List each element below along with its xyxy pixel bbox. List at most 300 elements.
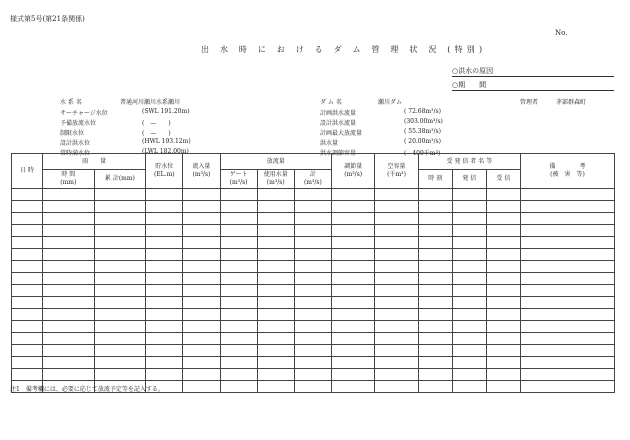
table-cell[interactable] [332, 273, 375, 285]
table-cell[interactable] [375, 213, 418, 225]
table-cell[interactable] [257, 309, 294, 321]
info-label: 洪水調節容量 [320, 150, 357, 157]
col-rain-total-header: 累 計(mm) [94, 170, 146, 189]
table-cell[interactable] [520, 249, 614, 261]
table-cell[interactable] [332, 381, 375, 393]
table-cell[interactable] [220, 213, 257, 225]
table-cell[interactable] [375, 333, 418, 345]
table-cell[interactable] [418, 201, 452, 213]
table-cell[interactable] [146, 321, 183, 333]
table-cell[interactable] [294, 261, 331, 273]
table-cell[interactable] [294, 297, 331, 309]
table-cell[interactable] [418, 381, 452, 393]
table-cell[interactable] [94, 201, 146, 213]
table-cell[interactable] [452, 249, 486, 261]
table-row [12, 309, 615, 321]
table-cell[interactable] [294, 345, 331, 357]
table-cell[interactable] [332, 321, 375, 333]
table-cell[interactable] [332, 297, 375, 309]
table-cell[interactable] [520, 309, 614, 321]
table-cell[interactable] [418, 225, 452, 237]
table-cell[interactable] [294, 225, 331, 237]
info-label: 設計洪水流量 [320, 120, 357, 127]
table-row [12, 237, 615, 249]
table-cell[interactable] [183, 369, 220, 381]
table-cell[interactable] [452, 345, 486, 357]
table-cell[interactable] [12, 249, 43, 261]
table-cell[interactable] [332, 345, 375, 357]
table-row [12, 285, 615, 297]
table-cell[interactable] [94, 345, 146, 357]
table-cell[interactable] [94, 285, 146, 297]
col-total-label: 計 [309, 171, 316, 178]
table-cell[interactable] [294, 213, 331, 225]
col-inflow-unit: (m³/s) [192, 171, 211, 178]
col-remarks-header [520, 154, 614, 189]
table-row [12, 297, 615, 309]
table-cell[interactable] [486, 369, 520, 381]
table-cell[interactable] [257, 381, 294, 393]
table-cell[interactable] [294, 273, 331, 285]
table-cell[interactable] [94, 225, 146, 237]
table-cell[interactable] [183, 249, 220, 261]
col-storage-level-label: 貯水位 [155, 163, 174, 170]
table-cell[interactable] [94, 333, 146, 345]
period-underline [452, 90, 614, 91]
table-row [12, 201, 615, 213]
col-discharge-header: 放流量 [220, 154, 332, 170]
table-cell[interactable] [332, 249, 375, 261]
table-cell[interactable] [452, 357, 486, 369]
info-value: 普通河川瀬川水系瀬川 [120, 99, 181, 106]
info-value: ( 55.38m³/s) [404, 128, 441, 135]
col-rain-time-unit: (mm) [60, 179, 77, 186]
col-regulation-unit: (m³/s) [344, 171, 363, 178]
col-notify-recv-header: 受 信 [486, 170, 520, 189]
col-storage-level-unit: (EL.m) [153, 171, 175, 178]
table-cell[interactable] [257, 285, 294, 297]
table-cell[interactable] [146, 345, 183, 357]
table-cell[interactable] [375, 381, 418, 393]
table-row [12, 273, 615, 285]
table-cell[interactable] [94, 357, 146, 369]
table-cell[interactable] [418, 357, 452, 369]
col-usage-header [257, 170, 294, 189]
table-cell[interactable] [332, 213, 375, 225]
table-cell[interactable] [94, 321, 146, 333]
table-cell[interactable] [452, 273, 486, 285]
table-cell[interactable] [452, 201, 486, 213]
table-cell[interactable] [257, 345, 294, 357]
table-cell[interactable] [452, 189, 486, 201]
table-cell[interactable] [220, 357, 257, 369]
table-cell[interactable] [520, 345, 614, 357]
table-cell[interactable] [183, 261, 220, 273]
table-cell[interactable] [12, 297, 43, 309]
table-cell[interactable] [183, 297, 220, 309]
table-cell[interactable] [418, 321, 452, 333]
period-label: ○期 間 [452, 81, 487, 89]
table-cell[interactable] [294, 321, 331, 333]
table-cell[interactable] [375, 285, 418, 297]
col-rain-header: 雨 量 [42, 154, 145, 170]
info-label: ダ ム 名 [320, 99, 342, 106]
footnote: 注1 備考欄には、必要に応じて放流予定等を記入する。 [10, 386, 164, 393]
info-value: ( — ) [142, 130, 171, 137]
table-cell[interactable] [257, 261, 294, 273]
table-cell[interactable] [520, 261, 614, 273]
table-cell[interactable] [520, 189, 614, 201]
col-rain-time-header [42, 170, 94, 189]
table-cell[interactable] [12, 345, 43, 357]
col-gate-unit: (m³/s) [229, 179, 248, 186]
table-cell[interactable] [375, 237, 418, 249]
table-cell[interactable] [375, 309, 418, 321]
table-cell[interactable] [257, 333, 294, 345]
table-cell[interactable] [42, 285, 94, 297]
table-cell[interactable] [486, 285, 520, 297]
table-cell[interactable] [375, 201, 418, 213]
table-cell[interactable] [183, 357, 220, 369]
table-cell[interactable] [375, 369, 418, 381]
table-cell[interactable] [257, 213, 294, 225]
table-cell[interactable] [418, 189, 452, 201]
table-cell[interactable] [257, 273, 294, 285]
table-cell[interactable] [418, 333, 452, 345]
table-cell[interactable] [486, 333, 520, 345]
table-cell[interactable] [257, 321, 294, 333]
table-cell[interactable] [183, 345, 220, 357]
table-cell[interactable] [146, 249, 183, 261]
table-row [12, 189, 615, 201]
table-cell[interactable] [520, 333, 614, 345]
table-cell[interactable] [94, 237, 146, 249]
table-cell[interactable] [257, 201, 294, 213]
table-cell[interactable] [220, 369, 257, 381]
table-cell[interactable] [332, 309, 375, 321]
table-cell[interactable] [220, 333, 257, 345]
table-cell[interactable] [375, 321, 418, 333]
table-cell[interactable] [332, 201, 375, 213]
table-cell[interactable] [452, 381, 486, 393]
table-cell[interactable] [146, 273, 183, 285]
table-cell[interactable] [486, 297, 520, 309]
table-cell[interactable] [520, 357, 614, 369]
table-cell[interactable] [183, 189, 220, 201]
table-cell[interactable] [486, 213, 520, 225]
table-cell[interactable] [12, 285, 43, 297]
info-label: 制限水位 [60, 130, 85, 137]
table-cell[interactable] [418, 213, 452, 225]
info-value: (HWL 193.12m) [142, 138, 191, 145]
table-cell[interactable] [294, 357, 331, 369]
table-cell[interactable] [12, 189, 43, 201]
table-cell[interactable] [486, 261, 520, 273]
table-cell[interactable] [520, 285, 614, 297]
table-cell[interactable] [146, 369, 183, 381]
table-cell[interactable] [520, 381, 614, 393]
info-label: 予備放流水位 [60, 120, 97, 127]
table-cell[interactable] [332, 225, 375, 237]
table-cell[interactable] [486, 321, 520, 333]
table-cell[interactable] [452, 309, 486, 321]
table-cell[interactable] [452, 261, 486, 273]
table-cell[interactable] [12, 273, 43, 285]
info-value: (LWL 182.00m) [142, 148, 189, 155]
table-cell[interactable] [12, 333, 43, 345]
table-cell[interactable] [183, 225, 220, 237]
table-cell[interactable] [183, 201, 220, 213]
table-cell[interactable] [220, 261, 257, 273]
table-cell[interactable] [42, 309, 94, 321]
table-cell[interactable] [42, 357, 94, 369]
table-cell[interactable] [12, 357, 43, 369]
table-cell[interactable] [183, 321, 220, 333]
col-regulation-header [332, 154, 375, 189]
col-rain-time-label: 時 間 [61, 171, 76, 178]
table-cell[interactable] [418, 285, 452, 297]
table-cell[interactable] [375, 345, 418, 357]
table-cell[interactable] [418, 297, 452, 309]
table-cell[interactable] [146, 261, 183, 273]
table-cell[interactable] [375, 261, 418, 273]
table-cell[interactable] [183, 237, 220, 249]
table-cell[interactable] [220, 381, 257, 393]
table-cell[interactable] [294, 189, 331, 201]
table-row [12, 321, 615, 333]
table-cell[interactable] [12, 261, 43, 273]
info-label: 計画最大放流量 [320, 130, 363, 137]
table-cell[interactable] [452, 321, 486, 333]
info-label: 設計洪水位 [60, 140, 91, 147]
table-cell[interactable] [183, 381, 220, 393]
manager-value: 茅部群森町 [556, 99, 587, 106]
table-cell[interactable] [42, 273, 94, 285]
table-cell[interactable] [42, 189, 94, 201]
table-cell[interactable] [183, 285, 220, 297]
table-cell[interactable] [452, 237, 486, 249]
col-total-unit: (m³/s) [303, 179, 322, 186]
table-cell[interactable] [452, 225, 486, 237]
table-cell[interactable] [94, 273, 146, 285]
table-cell[interactable] [452, 213, 486, 225]
table-cell[interactable] [452, 369, 486, 381]
info-value: ( 20.00m³/s) [404, 138, 441, 145]
table-cell[interactable] [375, 297, 418, 309]
info-value: ( — ) [142, 120, 171, 127]
table-cell[interactable] [220, 285, 257, 297]
table-cell[interactable] [257, 369, 294, 381]
flood-cause-underline [452, 76, 614, 77]
table-cell[interactable] [42, 321, 94, 333]
table-cell[interactable] [375, 189, 418, 201]
table-cell[interactable] [12, 369, 43, 381]
info-value: ( 409千m³) [404, 150, 441, 157]
table-cell[interactable] [146, 213, 183, 225]
table-cell[interactable] [418, 237, 452, 249]
table-row [12, 369, 615, 381]
table-cell[interactable] [486, 273, 520, 285]
table-cell[interactable] [418, 345, 452, 357]
table-cell[interactable] [220, 225, 257, 237]
col-capacity-header [375, 154, 418, 189]
table-cell[interactable] [42, 345, 94, 357]
table-cell[interactable] [418, 273, 452, 285]
table-cell[interactable] [294, 201, 331, 213]
table-cell[interactable] [220, 309, 257, 321]
table-cell[interactable] [486, 309, 520, 321]
table-cell[interactable] [257, 189, 294, 201]
table-row [12, 261, 615, 273]
table-cell[interactable] [294, 333, 331, 345]
dam-status-table [11, 153, 615, 393]
table-cell[interactable] [486, 357, 520, 369]
table-cell[interactable] [12, 237, 43, 249]
table-cell[interactable] [94, 249, 146, 261]
table-cell[interactable] [452, 333, 486, 345]
table-cell[interactable] [42, 333, 94, 345]
table-cell[interactable] [520, 237, 614, 249]
table-cell[interactable] [520, 369, 614, 381]
table-cell[interactable] [257, 237, 294, 249]
table-cell[interactable] [146, 201, 183, 213]
table-cell[interactable] [257, 297, 294, 309]
table-cell[interactable] [220, 345, 257, 357]
table-cell[interactable] [94, 261, 146, 273]
table-cell[interactable] [418, 249, 452, 261]
table-cell[interactable] [183, 213, 220, 225]
table-cell[interactable] [486, 345, 520, 357]
table-cell[interactable] [520, 273, 614, 285]
table-cell[interactable] [520, 201, 614, 213]
table-cell[interactable] [452, 285, 486, 297]
col-remarks-label: 備 考 [549, 163, 586, 170]
table-cell[interactable] [332, 261, 375, 273]
table-cell[interactable] [146, 297, 183, 309]
table-cell[interactable] [183, 333, 220, 345]
col-capacity-label: 空容量 [387, 163, 406, 170]
table-cell[interactable] [486, 225, 520, 237]
col-gate-label: ゲート [229, 171, 248, 178]
table-cell[interactable] [220, 297, 257, 309]
table-cell[interactable] [42, 297, 94, 309]
table-cell[interactable] [332, 285, 375, 297]
table-cell[interactable] [146, 189, 183, 201]
table-cell[interactable] [220, 249, 257, 261]
table-cell[interactable] [12, 321, 43, 333]
table-cell[interactable] [42, 237, 94, 249]
table-cell[interactable] [375, 357, 418, 369]
col-usage-unit: (m³/s) [266, 179, 285, 186]
table-cell[interactable] [146, 309, 183, 321]
table-cell[interactable] [146, 357, 183, 369]
table-cell[interactable] [257, 225, 294, 237]
table-cell[interactable] [520, 321, 614, 333]
table-cell[interactable] [375, 225, 418, 237]
col-datetime-header: 日 時 [12, 154, 43, 189]
table-cell[interactable] [294, 249, 331, 261]
table-cell[interactable] [12, 309, 43, 321]
table-cell[interactable] [520, 225, 614, 237]
table-cell[interactable] [418, 261, 452, 273]
table-cell[interactable] [418, 309, 452, 321]
table-cell[interactable] [220, 201, 257, 213]
table-cell[interactable] [294, 369, 331, 381]
table-cell[interactable] [294, 237, 331, 249]
table-cell[interactable] [486, 189, 520, 201]
table-cell[interactable] [220, 237, 257, 249]
table-row [12, 225, 615, 237]
table-cell[interactable] [294, 285, 331, 297]
table-cell[interactable] [220, 273, 257, 285]
table-cell[interactable] [146, 333, 183, 345]
col-capacity-unit: (千m³) [387, 171, 406, 178]
table-cell[interactable] [94, 189, 146, 201]
table-cell[interactable] [12, 201, 43, 213]
table-cell[interactable] [94, 297, 146, 309]
table-cell[interactable] [486, 237, 520, 249]
table-cell[interactable] [486, 249, 520, 261]
table-cell[interactable] [42, 201, 94, 213]
table-cell[interactable] [183, 309, 220, 321]
table-cell[interactable] [375, 249, 418, 261]
col-regulation-label: 調節量 [344, 163, 363, 170]
info-label: 水 系 名 [60, 99, 82, 106]
table-cell[interactable] [94, 213, 146, 225]
page-title: 出 水 時 に お け る ダ ム 管 理 状 況 (特別) [201, 45, 487, 54]
table-cell[interactable] [294, 381, 331, 393]
table-cell[interactable] [520, 297, 614, 309]
col-inflow-header [183, 154, 220, 189]
col-notify-time-header: 時 刻 [418, 170, 452, 189]
table-cell[interactable] [42, 249, 94, 261]
table-cell[interactable] [332, 189, 375, 201]
info-value: (SWL 191.20m) [142, 108, 190, 115]
form-number: 様式第5号(第21条関係) [10, 15, 85, 23]
table-cell[interactable] [486, 201, 520, 213]
table-cell[interactable] [452, 297, 486, 309]
table-cell[interactable] [332, 369, 375, 381]
table-cell[interactable] [146, 237, 183, 249]
table-cell[interactable] [42, 261, 94, 273]
table-cell[interactable] [42, 213, 94, 225]
table-cell[interactable] [146, 285, 183, 297]
table-cell[interactable] [220, 189, 257, 201]
table-cell[interactable] [94, 309, 146, 321]
info-label: 常時満水位 [60, 150, 91, 157]
table-cell[interactable] [375, 273, 418, 285]
table-cell[interactable] [94, 369, 146, 381]
table-cell[interactable] [257, 249, 294, 261]
table-cell[interactable] [12, 213, 43, 225]
table-cell[interactable] [220, 321, 257, 333]
table-cell[interactable] [42, 225, 94, 237]
table-cell[interactable] [294, 309, 331, 321]
table-cell[interactable] [332, 357, 375, 369]
table-cell[interactable] [486, 381, 520, 393]
table-cell[interactable] [332, 333, 375, 345]
table-cell[interactable] [42, 369, 94, 381]
table-cell[interactable] [146, 225, 183, 237]
table-row [12, 213, 615, 225]
table-cell[interactable] [520, 213, 614, 225]
table-cell[interactable] [183, 273, 220, 285]
table-cell[interactable] [418, 369, 452, 381]
table-cell[interactable] [12, 225, 43, 237]
table-cell[interactable] [257, 357, 294, 369]
table-cell[interactable] [332, 237, 375, 249]
info-value: 瀬川ダム [378, 99, 403, 106]
